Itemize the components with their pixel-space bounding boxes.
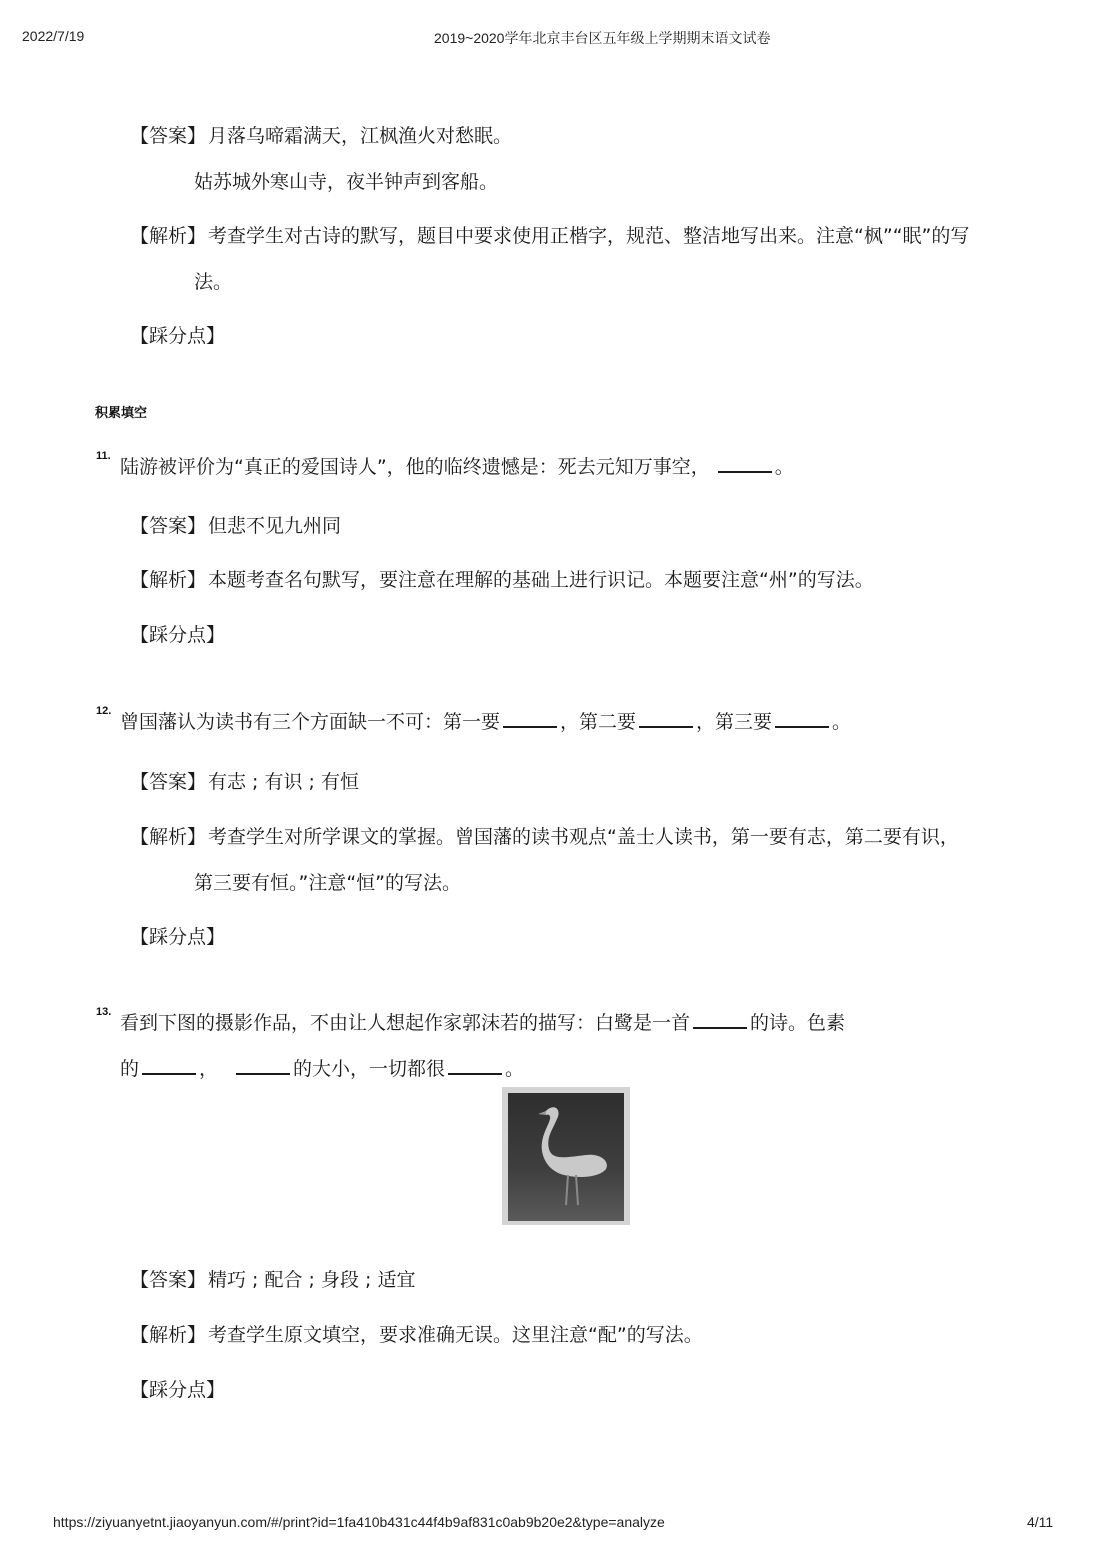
q11-question [120, 451, 794, 480]
analysis-label: 【解析】 [130, 225, 207, 247]
q12-scoring-points: 【踩分点】 [130, 926, 226, 948]
analysis-text: 考查学生对所学课文的掌握。曾国藩的读书观点“盖士人读书，第一要有志，第二要有识， [208, 826, 959, 848]
q13-question-line2 [120, 1053, 524, 1082]
document-title: 2019~2020学年北京丰台区五年级上学期期末语文试卷 [434, 30, 771, 46]
question-text: 的大小，一切都很 [293, 1058, 446, 1080]
q10-scoring-points: 【踩分点】 [130, 325, 226, 347]
q10-analysis-line2: 法。 [194, 271, 233, 293]
q13-scoring-points: 【踩分点】 [130, 1379, 226, 1401]
fill-blank [775, 706, 829, 728]
fill-blank [639, 706, 693, 728]
analysis-text: 考查学生原文填空，要求准确无误。这里注意“配”的写法。 [208, 1324, 703, 1346]
q11-scoring-points: 【踩分点】 [130, 624, 226, 646]
fill-blank [448, 1053, 502, 1075]
analysis-text: 考查学生对古诗的默写，题目中要求使用正楷字，规范、整洁地写出来。注意“枫”“眠”的写 [208, 225, 970, 247]
answer-label: 【答案】 [130, 771, 207, 793]
question-text: ，第三要 [696, 711, 773, 733]
print-date: 2022/7/19 [22, 28, 85, 44]
q12-analysis-line2: 第三要有恒。”注意“恒”的写法。 [194, 872, 462, 894]
q11-answer [130, 513, 341, 539]
question-end: 。 [832, 711, 852, 733]
fill-blank [718, 451, 772, 473]
answer-text: 精巧 ; 配合 ; 身段 ; 适宜 [208, 1269, 416, 1291]
q13-analysis [130, 1322, 703, 1348]
q12-analysis [130, 824, 959, 850]
fill-blank [503, 706, 557, 728]
question-text: ， [199, 1058, 219, 1080]
question-number: 12. [96, 705, 112, 717]
fill-blank [142, 1053, 196, 1075]
analysis-label: 【解析】 [130, 826, 207, 848]
page-number: 4/11 [1027, 1514, 1054, 1530]
question-number: 13. [96, 1006, 112, 1018]
q11-analysis [130, 567, 874, 593]
fill-blank [236, 1053, 290, 1075]
page-url: https://ziyuanyetnt.jiaoyanyun.com/#/print?id=1fa410b431c44f4b9af831c0ab9b20e2&type=analyze [53, 1514, 665, 1530]
q10-analysis [130, 223, 969, 249]
question-text: 看到下图的摄影作品，不由让人想起作家郭沫若的描写：白鹭是一首 [120, 1012, 691, 1034]
question-text: 曾国藩认为读书有三个方面缺一不可：第一要 [120, 711, 501, 733]
q12-question [120, 706, 851, 735]
question-text: ，第二要 [560, 711, 637, 733]
question-text: 的诗。色素 [750, 1012, 846, 1034]
answer-label: 【答案】 [130, 125, 207, 147]
answer-label: 【答案】 [130, 515, 207, 537]
analysis-label: 【解析】 [130, 1324, 207, 1346]
question-end: 。 [774, 456, 794, 478]
q10-answer [130, 123, 512, 149]
egret-photo [502, 1087, 630, 1225]
q13-question-line1 [120, 1007, 845, 1036]
answer-text: 月落乌啼霜满天，江枫渔火对愁眠。 [208, 125, 513, 147]
answer-text: 但悲不见九州同 [208, 515, 342, 537]
question-text: 的 [120, 1058, 140, 1080]
question-text: 陆游被评价为“真正的爱国诗人”，他的临终遗憾是：死去元知万事空， [120, 456, 710, 478]
answer-label: 【答案】 [130, 1269, 207, 1291]
answer-text: 有志 ; 有识 ; 有恒 [208, 771, 359, 793]
q13-answer [130, 1267, 415, 1293]
question-end: 。 [505, 1058, 525, 1080]
q12-answer [130, 769, 359, 795]
section-title: 积累填空 [95, 406, 148, 421]
question-number: 11. [96, 450, 111, 462]
analysis-label: 【解析】 [130, 569, 207, 591]
fill-blank [693, 1007, 747, 1029]
q10-answer-line2: 姑苏城外寒山寺，夜半钟声到客船。 [194, 171, 499, 193]
analysis-text: 本题考查名句默写，要注意在理解的基础上进行识记。本题要注意“州”的写法。 [208, 569, 874, 591]
